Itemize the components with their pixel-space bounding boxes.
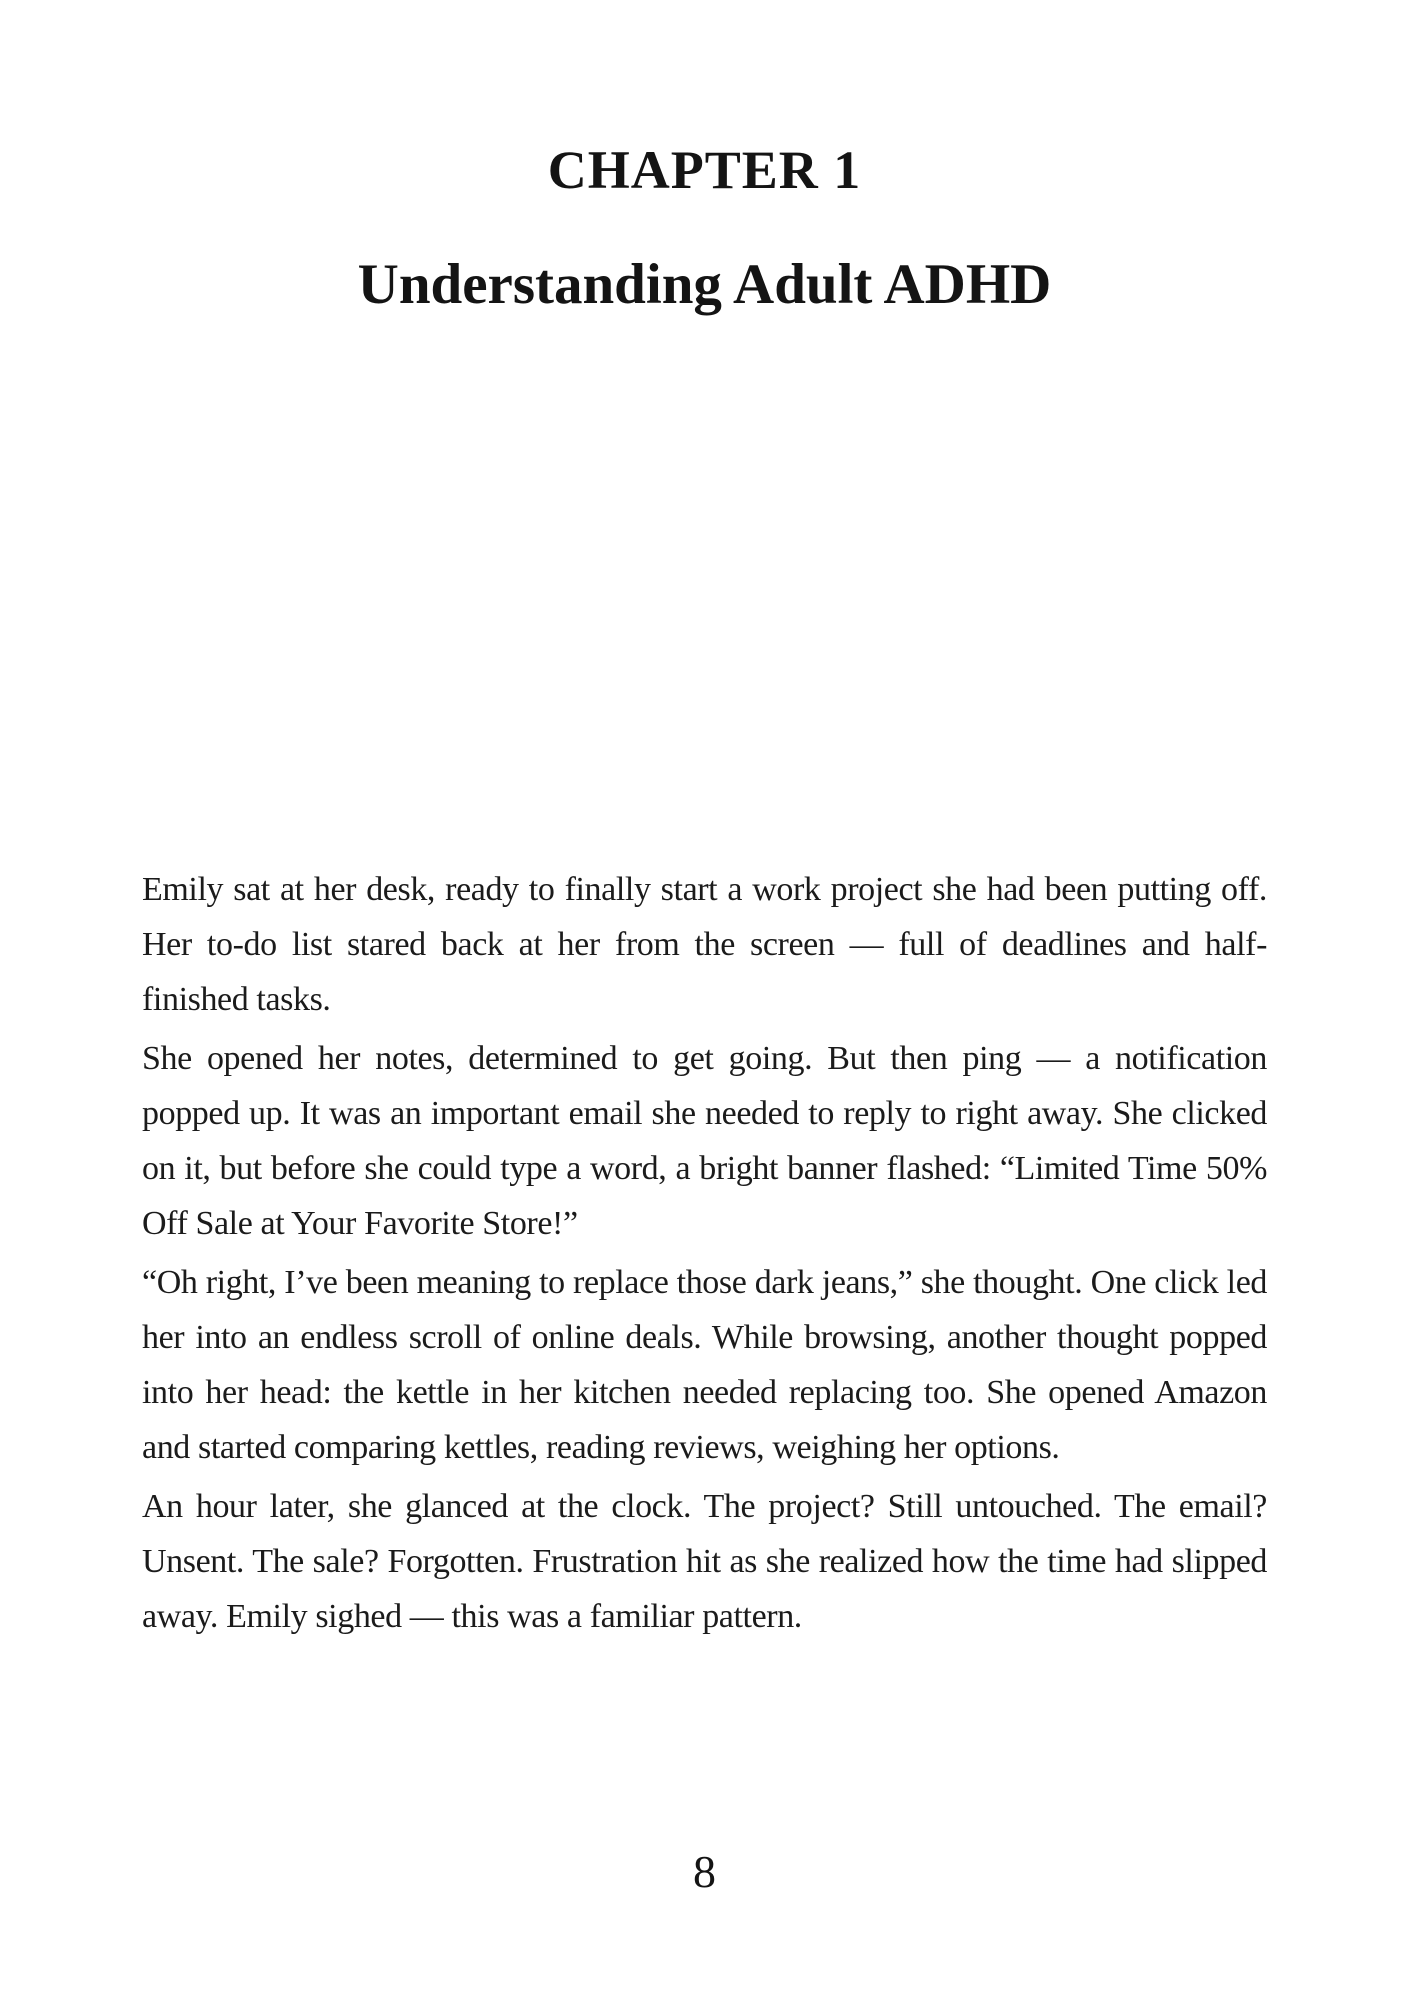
body-paragraph: “Oh right, I’ve been meaning to replace those dark jeans,” she thought. One click led her into an endless scroll of online deals. While browsing, another thought popped into her head: the kettle in her kitchen needed replacing too. She opened Amazon and started comparing kettles, reading reviews, weighing her options. xyxy=(142,1264,1267,1467)
body-paragraph: An hour later, she glanced at the clock. The project? Still untouched. The email? Unsent. The sale? Forgotten. Frustration hit as she realized how the time had slipped away. Emily sighed — this was a familiar pattern. xyxy=(142,1488,1267,1636)
chapter-body xyxy=(142,862,1267,1644)
chapter-label: CHAPTER 1 xyxy=(547,140,862,200)
body-paragraph: She opened her notes, determined to get going. But then ping — a notification popped up. It was an important email she needed to reply to right away. She clicked on it, but before she could type a word, a bright banner flashed: “Limited Time 50% Off Sale at Your Favorite Store!” xyxy=(142,1040,1267,1243)
page-number: 8 xyxy=(693,1846,716,1897)
body-paragraph: Emily sat at her desk, ready to finally start a work project she had been putting off. Her to-do list stared back at her from the screen — full of deadlines and half-finished tasks. xyxy=(142,871,1267,1019)
chapter-title: Understanding Adult ADHD xyxy=(357,252,1052,316)
